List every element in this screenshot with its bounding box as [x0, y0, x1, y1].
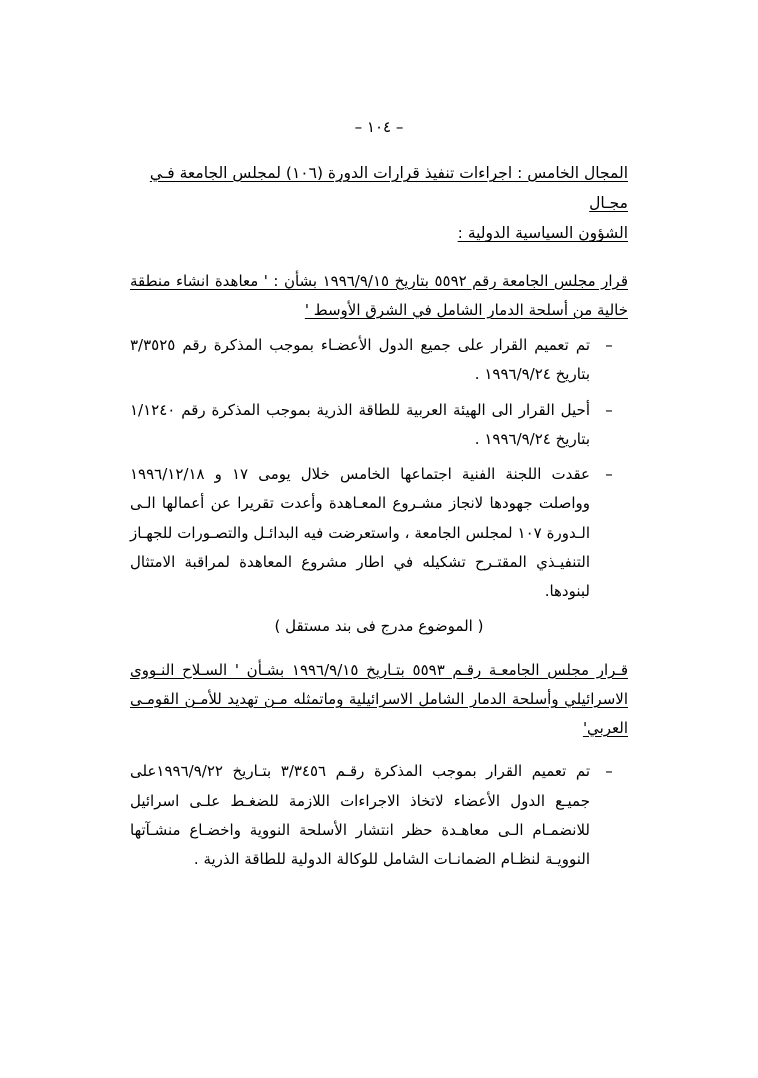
- resolution-text-1: قرار مجلس الجامعة رقم ٥٥٩٢ بتاريخ ١٩٩٦/٩/١٥ بشأن : ' معاهدة انشاء منطقة خالية من أسلحة الدمار الشامل في الشرق الأوسط ': [130, 271, 628, 319]
- page-title: [130, 158, 628, 249]
- list-item-text: تم تعميم القرار بموجب المذكرة رقـم ٣/٣٤٥٦ بتـاريخ ١٩٩٦/٩/٢٢على جميـع الدول الأعضاء لاتخاذ الاجراءات اللازمة للضغـط علـى اسرائيل للانضمـام الـى معاهـدة حظر انتشار الأسلحة النووية واخضـاع منشـآتها النوويـة لنظـام الضمانـات الشامل للوكالة الدولية للطاقة الذرية .: [130, 762, 590, 869]
- section-2: [130, 656, 628, 875]
- list-item-text: تم تعميم القرار على جميع الدول الأعضـاء بموجب المذكرة رقم ٣/٣٥٢٥ بتاريخ ١٩٩٦/٩/٢٤ .: [130, 336, 590, 384]
- page-number: – ١٠٤ –: [354, 118, 404, 136]
- list-item: [130, 460, 628, 606]
- heading-line-2: الشؤون السياسية الدولية :: [457, 224, 628, 243]
- list-item-text: أحيل القرار الى الهيئة العربية للطاقة الذرية بموجب المذكرة رقم ١/١٢٤٠ بتاريخ ١٩٩٦/٩/٢٤ .: [130, 400, 590, 448]
- spacer: [130, 749, 628, 757]
- bullet-dash-icon: –: [605, 762, 613, 781]
- bullet-dash-icon: –: [605, 465, 613, 484]
- list-item: [130, 331, 628, 390]
- list-item: [130, 757, 628, 874]
- list-item-text: عقدت اللجنة الفنية اجتماعها الخامس خلال يومى ١٧ و ١٩٩٦/١٢/١٨ وواصلت جهودها لانجاز مشـروع المعـاهدة وأعدت تقريرا عن أعمالها الـى الـدورة ١٠٧ لمجلس الجامعة ، واستعرضت فيه البدائـل والتصـورات للجهـاز التنفيـذي المقتـرح تشكيله في اطار مشروع المعاهدة لمراقبة الامتثال لبنودها.: [130, 465, 590, 601]
- bullet-dash-icon: –: [605, 400, 613, 419]
- resolution-text-2: قـرار مجلس الجامعـة رقـم ٥٥٩٣ بتـاريخ ١٩٩٦/٩/١٥ بشـأن ' السـلاح النـووى الاسرائيلي وأسلحة الدمار الشامل الاسرائيلية وماتمثله مـن تهديد للأمـن القومـى العربي': [130, 660, 628, 738]
- spacer: [130, 259, 628, 267]
- section-note: ( الموضوع مدرج فى بند مستقل ): [274, 617, 484, 636]
- bullet-dash-icon: –: [605, 336, 613, 355]
- resolution-reference-2: [130, 656, 628, 744]
- section-1: [130, 267, 628, 642]
- heading-line-1: المجال الخامس : اجراءات تنفيذ قرارات الدورة (١٠٦) لمجلس الجامعة فـي مجـال: [149, 164, 628, 213]
- resolution-reference-1: [130, 267, 628, 326]
- list-item: [130, 396, 628, 455]
